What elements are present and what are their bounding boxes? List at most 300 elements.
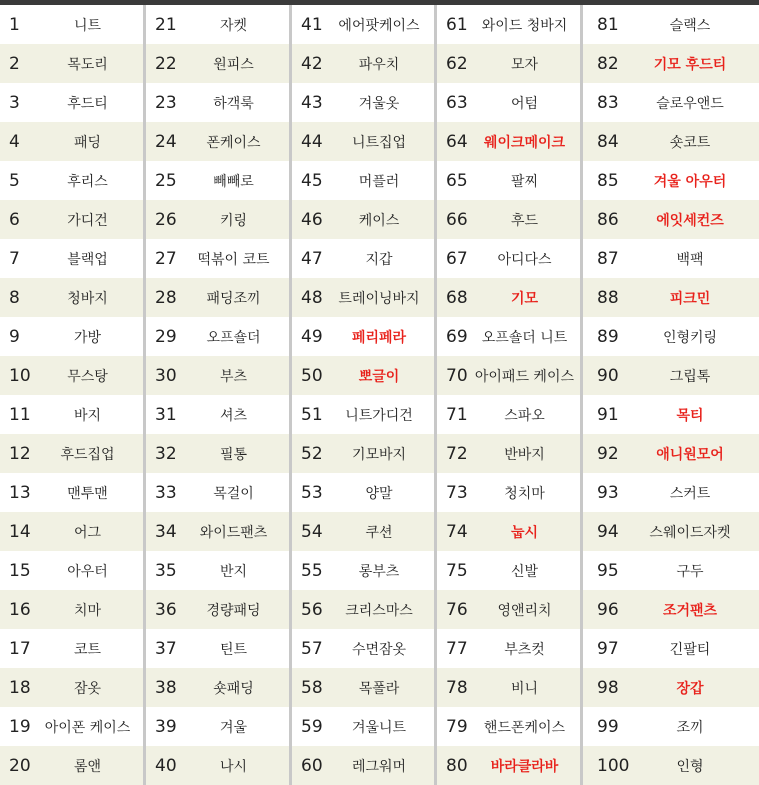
rank-number: 51 (301, 404, 323, 425)
ranking-row (292, 200, 434, 239)
rank-number: 9 (9, 326, 20, 347)
ranking-row (292, 44, 434, 83)
ranking-row (146, 83, 289, 122)
ranking-row (0, 5, 143, 44)
highlighted-search-term: 뽀글이 (358, 368, 400, 385)
search-term: 반지 (219, 563, 248, 580)
search-term: 파우치 (358, 56, 400, 73)
ranking-row (437, 395, 580, 434)
rank-number: 81 (597, 14, 619, 35)
search-term: 자켓 (219, 17, 248, 34)
rank-number: 25 (155, 170, 177, 191)
rank-number: 61 (446, 14, 468, 35)
rank-number: 19 (9, 716, 31, 737)
ranking-row (146, 473, 289, 512)
ranking-row (437, 5, 580, 44)
ranking-row (292, 512, 434, 551)
ranking-row (583, 473, 759, 512)
ranking-row (437, 629, 580, 668)
ranking-row (292, 317, 434, 356)
rank-number: 23 (155, 92, 177, 113)
search-term: 오프숄더 니트 (481, 329, 568, 346)
search-term: 청바지 (67, 290, 108, 307)
rank-number: 33 (155, 482, 177, 503)
ranking-row (146, 512, 289, 551)
ranking-row (146, 629, 289, 668)
search-term: 비니 (510, 680, 539, 697)
ranking-row (583, 44, 759, 83)
rank-number: 66 (446, 209, 468, 230)
ranking-row (0, 44, 143, 83)
search-term: 양말 (365, 485, 393, 502)
search-term: 목걸이 (213, 485, 254, 502)
ranking-row (583, 434, 759, 473)
search-term: 아우터 (67, 563, 108, 580)
search-term: 겨울 (219, 719, 248, 736)
rank-number: 53 (301, 482, 323, 503)
search-term: 부츠컷 (504, 641, 545, 658)
ranking-row (583, 239, 759, 278)
rank-number: 32 (155, 443, 177, 464)
ranking-row (146, 707, 289, 746)
rank-number: 27 (155, 248, 177, 269)
rank-number: 88 (597, 287, 619, 308)
ranking-row (437, 551, 580, 590)
ranking-row (146, 122, 289, 161)
ranking-row (437, 590, 580, 629)
rank-number: 64 (446, 131, 468, 152)
rank-number: 73 (446, 482, 468, 503)
ranking-row (292, 278, 434, 317)
search-term: 폰케이스 (206, 134, 261, 151)
search-term: 키링 (219, 212, 248, 229)
ranking-row (0, 395, 143, 434)
rank-number: 30 (155, 365, 177, 386)
rank-number: 46 (301, 209, 323, 230)
rank-number: 50 (301, 365, 323, 386)
ranking-row (0, 83, 143, 122)
search-term: 아이패드 케이스 (474, 368, 574, 385)
highlighted-search-term: 에잇세컨즈 (656, 212, 724, 229)
rank-number: 93 (597, 482, 619, 503)
highlighted-search-term: 페리페라 (351, 329, 407, 346)
search-term: 오프숄더 (206, 329, 261, 346)
ranking-row (437, 278, 580, 317)
rank-number: 52 (301, 443, 323, 464)
search-term: 구두 (676, 563, 704, 580)
rank-number: 47 (301, 248, 323, 269)
rank-number: 85 (597, 170, 619, 191)
ranking-row (292, 551, 434, 590)
highlighted-search-term: 눕시 (510, 524, 539, 541)
search-term: 기모바지 (351, 446, 407, 463)
rank-number: 42 (301, 53, 323, 74)
ranking-row (583, 161, 759, 200)
ranking-row (437, 707, 580, 746)
highlighted-search-term: 목티 (676, 407, 704, 424)
search-term: 목폴라 (358, 680, 400, 697)
search-term: 어그 (73, 524, 102, 541)
ranking-row (292, 83, 434, 122)
ranking-row (0, 200, 143, 239)
ranking-row (0, 434, 143, 473)
rank-number: 77 (446, 638, 468, 659)
rank-number: 12 (9, 443, 31, 464)
ranking-row (292, 707, 434, 746)
highlighted-search-term: 기모 (510, 290, 539, 307)
ranking-row (146, 434, 289, 473)
ranking-row (146, 5, 289, 44)
rank-number: 99 (597, 716, 619, 737)
search-term: 경량패딩 (206, 602, 261, 619)
rank-number: 54 (301, 521, 323, 542)
ranking-row (0, 746, 143, 785)
rank-number: 69 (446, 326, 468, 347)
search-term: 아디다스 (497, 251, 552, 268)
rank-number: 1 (9, 14, 20, 35)
search-term: 겨울니트 (351, 719, 407, 736)
highlighted-search-term: 겨울 아우터 (653, 173, 727, 190)
ranking-row (583, 746, 759, 785)
search-term: 맨투맨 (67, 485, 108, 502)
ranking-row (437, 668, 580, 707)
ranking-row (0, 590, 143, 629)
search-term: 숏코트 (669, 134, 711, 151)
rank-number: 68 (446, 287, 468, 308)
search-term: 청치마 (504, 485, 545, 502)
ranking-row (583, 590, 759, 629)
search-term: 머플러 (358, 173, 400, 190)
rank-number: 43 (301, 92, 323, 113)
rank-number: 16 (9, 599, 31, 620)
search-term: 크리스마스 (345, 602, 413, 619)
ranking-row (437, 122, 580, 161)
ranking-row (292, 746, 434, 785)
search-term: 부츠 (219, 368, 248, 385)
rank-number: 5 (9, 170, 20, 191)
rank-number: 18 (9, 677, 31, 698)
ranking-grid (0, 5, 759, 785)
rank-number: 11 (9, 404, 31, 425)
rank-number: 62 (446, 53, 468, 74)
search-term: 인형키링 (662, 329, 718, 346)
highlighted-search-term: 애니원모어 (656, 446, 724, 463)
rank-number: 28 (155, 287, 177, 308)
rank-number: 74 (446, 521, 468, 542)
ranking-row (0, 356, 143, 395)
rank-number: 83 (597, 92, 619, 113)
search-term: 니트 (73, 17, 102, 34)
rank-number: 82 (597, 53, 619, 74)
search-term: 하객룩 (213, 95, 254, 112)
rank-number: 13 (9, 482, 31, 503)
rank-number: 79 (446, 716, 468, 737)
ranking-row (583, 707, 759, 746)
ranking-column (0, 5, 146, 785)
ranking-row (146, 746, 289, 785)
ranking-row (146, 590, 289, 629)
search-term: 나시 (219, 758, 248, 775)
ranking-row (0, 629, 143, 668)
search-term: 스파오 (504, 407, 545, 424)
search-term: 겨울옷 (358, 95, 400, 112)
rank-number: 38 (155, 677, 177, 698)
search-term: 가방 (73, 329, 102, 346)
ranking-row (146, 356, 289, 395)
search-term: 무스탕 (67, 368, 108, 385)
rank-number: 41 (301, 14, 323, 35)
ranking-row (0, 551, 143, 590)
search-term: 핸드폰케이스 (483, 719, 566, 736)
ranking-row (583, 317, 759, 356)
ranking-row (146, 317, 289, 356)
search-term: 후드집업 (60, 446, 115, 463)
search-term: 롱부츠 (358, 563, 400, 580)
rank-number: 91 (597, 404, 619, 425)
rank-number: 89 (597, 326, 619, 347)
rank-number: 59 (301, 716, 323, 737)
rank-number: 90 (597, 365, 619, 386)
search-term: 스웨이드자켓 (649, 524, 731, 541)
ranking-row (437, 161, 580, 200)
search-term: 레그워머 (351, 758, 407, 775)
rank-number: 26 (155, 209, 177, 230)
search-term: 가디건 (67, 212, 108, 229)
search-term: 셔츠 (219, 407, 248, 424)
search-term: 신발 (510, 563, 539, 580)
ranking-row (583, 122, 759, 161)
search-term: 팔찌 (510, 173, 539, 190)
search-term: 목도리 (67, 56, 108, 73)
rank-number: 55 (301, 560, 323, 581)
rank-number: 49 (301, 326, 323, 347)
ranking-row (437, 434, 580, 473)
ranking-row (292, 395, 434, 434)
ranking-row (292, 5, 434, 44)
rank-number: 24 (155, 131, 177, 152)
ranking-column (146, 5, 292, 785)
search-term: 후리스 (67, 173, 108, 190)
rank-number: 36 (155, 599, 177, 620)
rank-number: 95 (597, 560, 619, 581)
search-term: 잠옷 (73, 680, 102, 697)
search-term: 수면잠옷 (351, 641, 407, 658)
ranking-row (437, 317, 580, 356)
rank-number: 98 (597, 677, 619, 698)
ranking-row (437, 473, 580, 512)
search-term: 반바지 (504, 446, 545, 463)
search-term: 필통 (219, 446, 248, 463)
search-term: 아이폰 케이스 (44, 719, 131, 736)
ranking-row (437, 239, 580, 278)
ranking-row (437, 83, 580, 122)
ranking-row (583, 512, 759, 551)
rank-number: 63 (446, 92, 468, 113)
rank-number: 29 (155, 326, 177, 347)
rank-number: 80 (446, 755, 468, 776)
search-term: 트레이닝바지 (338, 290, 420, 307)
search-term: 에어팟케이스 (338, 17, 420, 34)
ranking-row (437, 746, 580, 785)
highlighted-search-term: 웨이크메이크 (483, 134, 566, 151)
ranking-row (583, 278, 759, 317)
rank-number: 2 (9, 53, 20, 74)
search-term: 조끼 (676, 719, 704, 736)
ranking-row (0, 239, 143, 278)
search-term: 바지 (73, 407, 102, 424)
rank-number: 57 (301, 638, 323, 659)
rank-number: 70 (446, 365, 468, 386)
ranking-row (0, 473, 143, 512)
rank-number: 37 (155, 638, 177, 659)
rank-number: 22 (155, 53, 177, 74)
rank-number: 4 (9, 131, 20, 152)
search-term: 그립톡 (669, 368, 711, 385)
search-term: 패딩 (73, 134, 102, 151)
rank-number: 21 (155, 14, 177, 35)
rank-number: 3 (9, 92, 20, 113)
rank-number: 84 (597, 131, 619, 152)
ranking-row (292, 629, 434, 668)
ranking-row (0, 512, 143, 551)
rank-number: 44 (301, 131, 323, 152)
rank-number: 48 (301, 287, 323, 308)
ranking-row (583, 83, 759, 122)
ranking-row (0, 668, 143, 707)
rank-number: 72 (446, 443, 468, 464)
ranking-row (0, 161, 143, 200)
ranking-row (146, 239, 289, 278)
search-term: 영앤리치 (497, 602, 552, 619)
search-term: 와이드 청바지 (481, 17, 568, 34)
rank-number: 40 (155, 755, 177, 776)
rank-number: 10 (9, 365, 31, 386)
search-term: 롬앤 (73, 758, 102, 775)
rank-number: 58 (301, 677, 323, 698)
search-term: 패딩조끼 (206, 290, 261, 307)
ranking-row (146, 161, 289, 200)
ranking-row (146, 200, 289, 239)
search-term: 백팩 (676, 251, 704, 268)
ranking-row (146, 395, 289, 434)
search-term: 케이스 (358, 212, 400, 229)
rank-number: 86 (597, 209, 619, 230)
ranking-row (437, 200, 580, 239)
ranking-column (583, 5, 759, 785)
ranking-row (146, 551, 289, 590)
search-term: 틴트 (219, 641, 248, 658)
highlighted-search-term: 피크민 (669, 290, 711, 307)
ranking-row (146, 278, 289, 317)
highlighted-search-term: 바라클라바 (490, 758, 559, 775)
ranking-row (292, 239, 434, 278)
rank-number: 94 (597, 521, 619, 542)
rank-number: 31 (155, 404, 177, 425)
highlighted-search-term: 장갑 (676, 680, 704, 697)
highlighted-search-term: 기모 후드티 (653, 56, 727, 73)
rank-number: 78 (446, 677, 468, 698)
ranking-row (583, 356, 759, 395)
ranking-row (0, 317, 143, 356)
rank-number: 75 (446, 560, 468, 581)
rank-number: 65 (446, 170, 468, 191)
search-term: 와이드팬츠 (199, 524, 268, 541)
search-term: 지갑 (365, 251, 393, 268)
ranking-row (292, 668, 434, 707)
ranking-row (437, 356, 580, 395)
search-term: 니트집업 (351, 134, 407, 151)
ranking-row (292, 590, 434, 629)
ranking-column (292, 5, 437, 785)
ranking-row (146, 44, 289, 83)
search-term: 원피스 (213, 56, 254, 73)
rank-number: 6 (9, 209, 20, 230)
ranking-row (292, 473, 434, 512)
ranking-row (583, 551, 759, 590)
rank-number: 67 (446, 248, 468, 269)
rank-number: 8 (9, 287, 20, 308)
search-term: 인형 (676, 758, 704, 775)
search-term: 떡볶이 코트 (197, 251, 270, 268)
ranking-row (146, 668, 289, 707)
ranking-row (292, 122, 434, 161)
rank-number: 35 (155, 560, 177, 581)
search-term: 후드티 (67, 95, 108, 112)
rank-number: 34 (155, 521, 177, 542)
search-term: 블랙업 (67, 251, 108, 268)
search-term: 코트 (73, 641, 102, 658)
ranking-row (0, 122, 143, 161)
search-term: 스커트 (669, 485, 711, 502)
rank-number: 76 (446, 599, 468, 620)
search-term: 슬로우앤드 (656, 95, 724, 112)
search-term: 어텀 (510, 95, 539, 112)
search-term: 니트가디건 (345, 407, 413, 424)
rank-number: 20 (9, 755, 31, 776)
ranking-row (583, 629, 759, 668)
ranking-row (292, 434, 434, 473)
highlighted-search-term: 조거팬츠 (662, 602, 718, 619)
search-term: 긴팔티 (669, 641, 711, 658)
rank-number: 39 (155, 716, 177, 737)
rank-number: 60 (301, 755, 323, 776)
ranking-column (437, 5, 583, 785)
rank-number: 92 (597, 443, 619, 464)
ranking-row (583, 395, 759, 434)
rank-number: 97 (597, 638, 619, 659)
search-term: 슬랙스 (669, 17, 711, 34)
ranking-row (437, 512, 580, 551)
rank-number: 15 (9, 560, 31, 581)
rank-number: 100 (597, 755, 630, 776)
ranking-row (583, 200, 759, 239)
search-term: 모자 (510, 56, 539, 73)
rank-number: 96 (597, 599, 619, 620)
search-term: 치마 (73, 602, 102, 619)
search-term: 숏패딩 (213, 680, 254, 697)
search-term: 빼빼로 (213, 173, 254, 190)
ranking-row (583, 668, 759, 707)
ranking-row (0, 707, 143, 746)
rank-number: 14 (9, 521, 31, 542)
ranking-row (437, 44, 580, 83)
rank-number: 17 (9, 638, 31, 659)
rank-number: 45 (301, 170, 323, 191)
ranking-row (292, 161, 434, 200)
ranking-row (292, 356, 434, 395)
ranking-row (0, 278, 143, 317)
rank-number: 7 (9, 248, 20, 269)
